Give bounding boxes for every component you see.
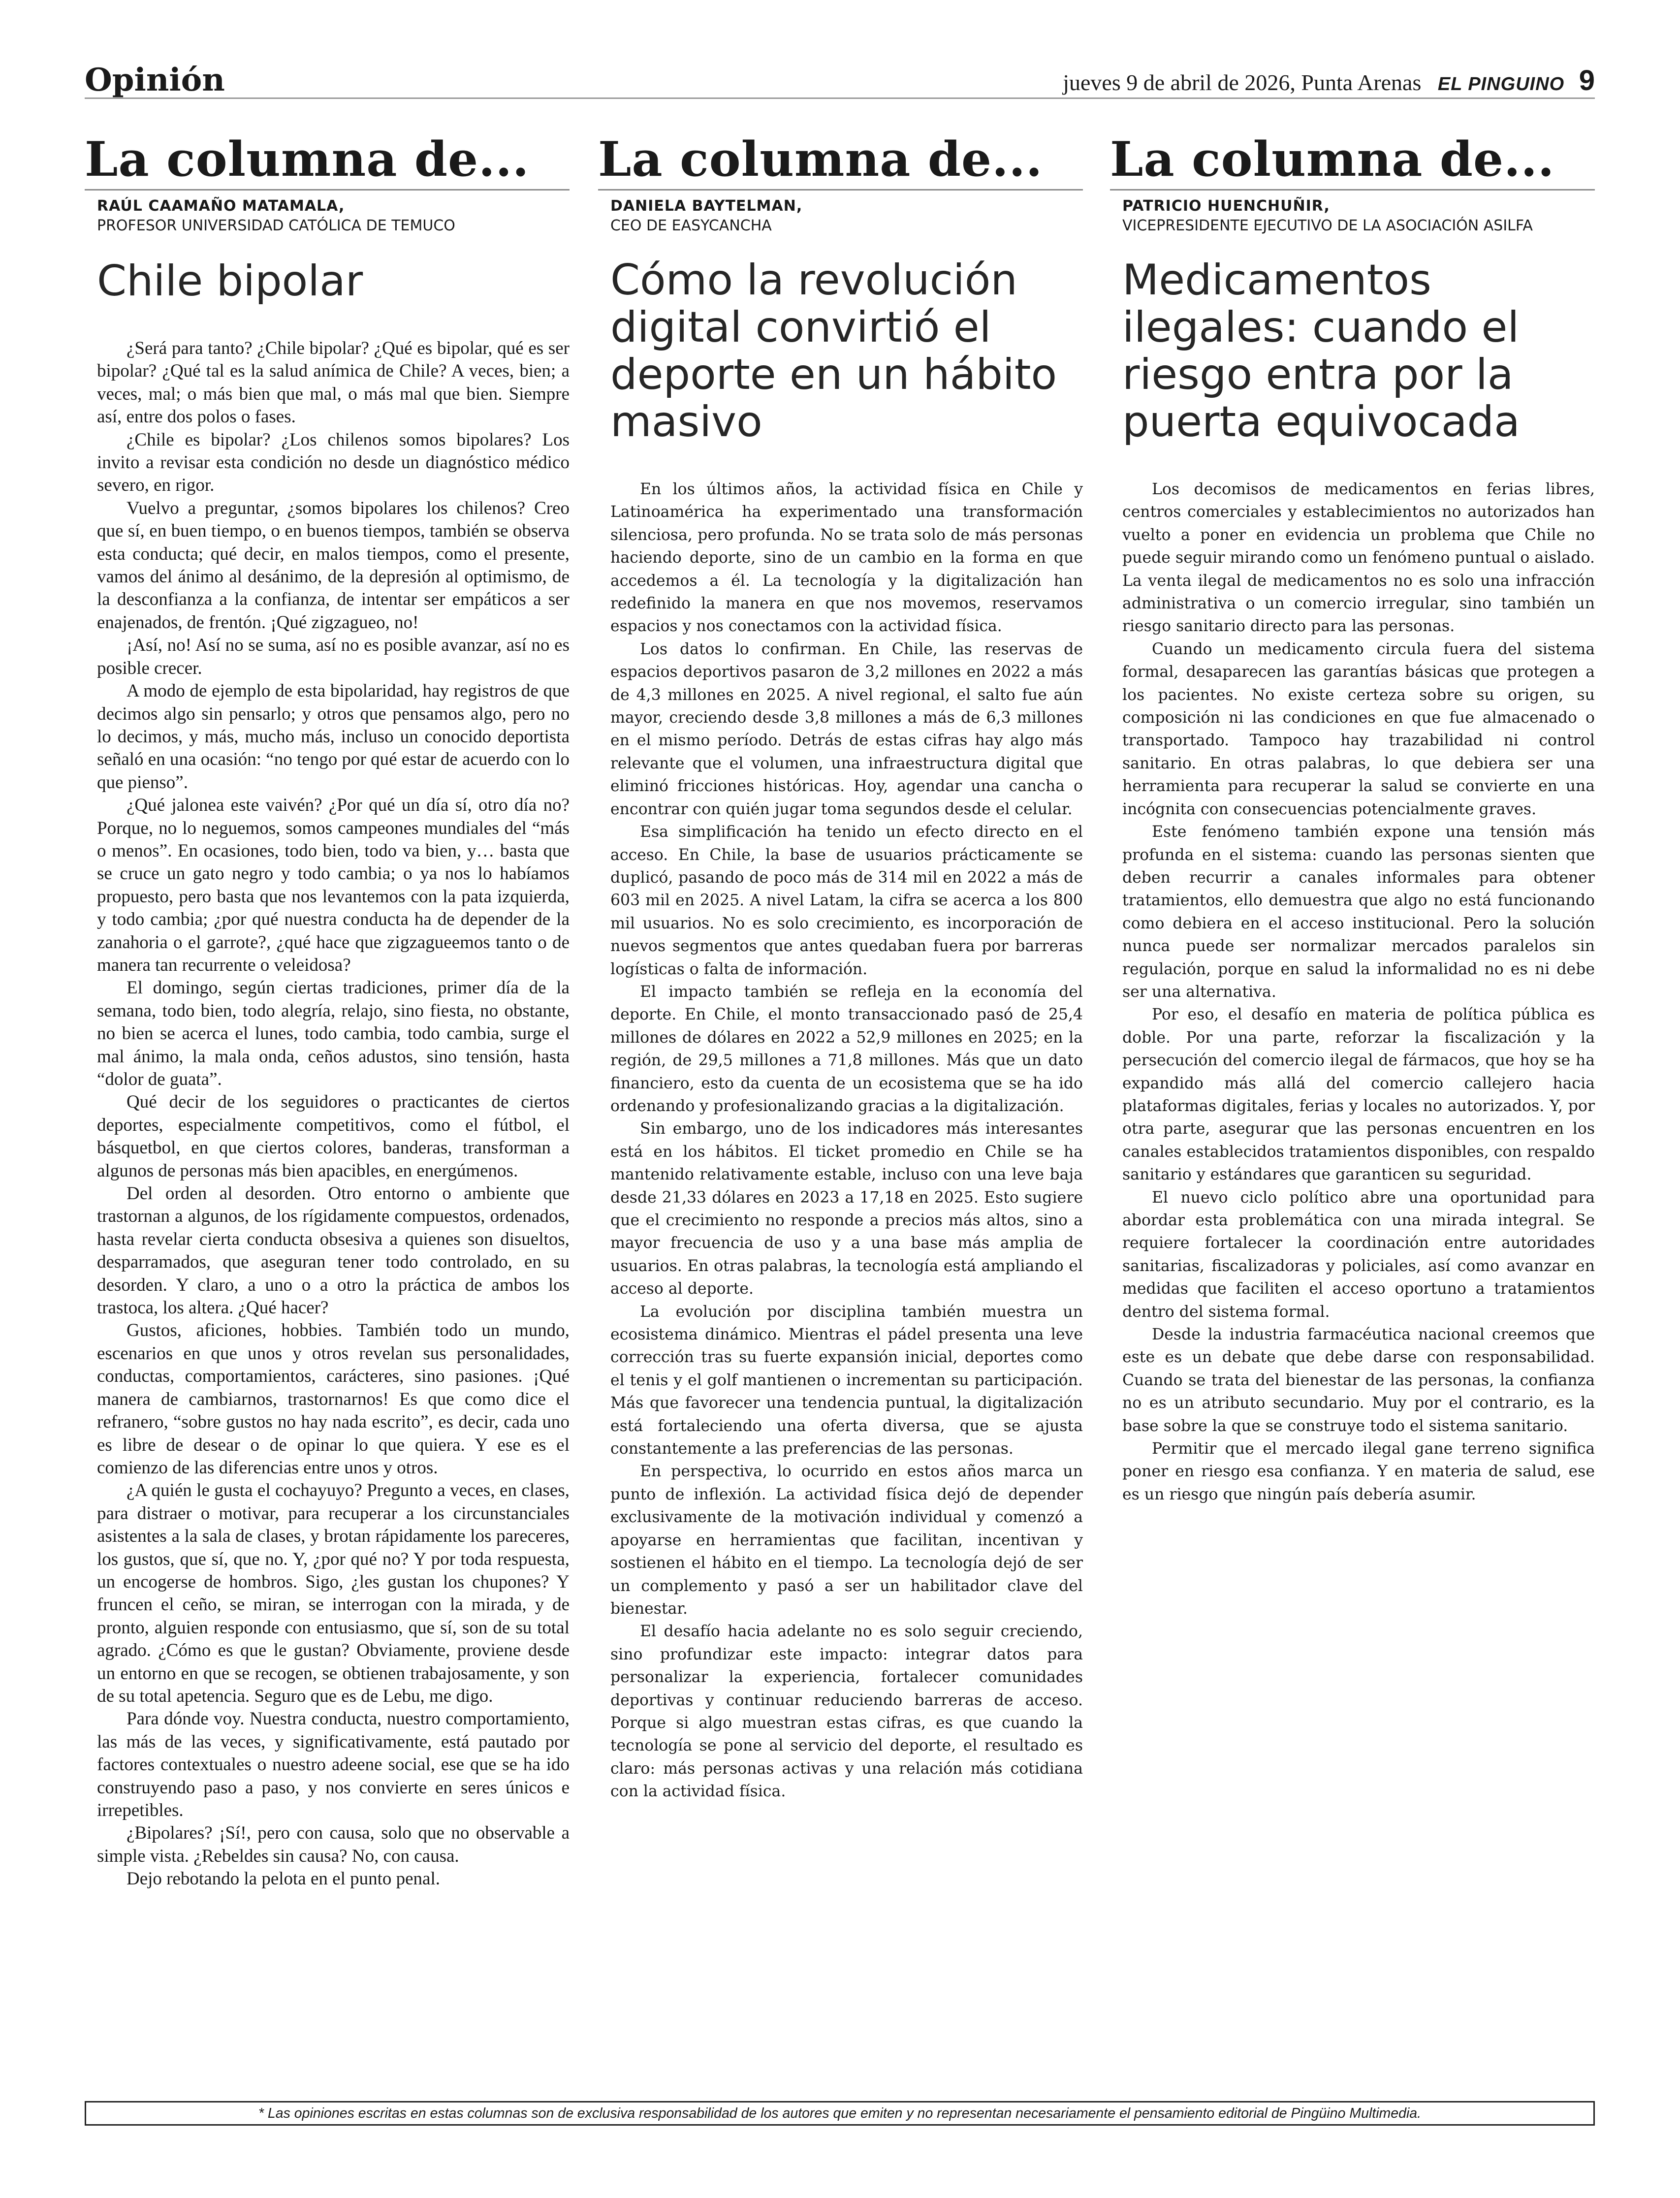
paragraph: ¿Será para tanto? ¿Chile bipolar? ¿Qué es bipolar, qué es ser bipolar? ¿Qué tal es la salud anímica de Chile? A veces, bien; a veces, mal; o más bien que mal, o más mal que bien. Siempre así, entre dos polos o fases. — [97, 338, 570, 427]
column-huenchunir — [1110, 132, 1595, 1506]
paragraph: El nuevo ciclo político abre una oportunidad para abordar esta problemática con una mirada integral. Se requiere fortalecer la coordinación entre autoridades sanitarias, fiscalizadoras y policiales, así como avanzar en medidas que faciliten el acceso oportuno a tratamientos dentro del sistema formal. — [1122, 1188, 1595, 1321]
paragraph: El domingo, según ciertas tradiciones, primer día de la semana, todo bien, todo alegría, relajo, sino fiesta, no obstante, no bien se acerca el lunes, todo cambia, todo cambia, surge el mal ánimo, la mala onda, ceños adustos, sino tensión, hasta “dolor de guata”. — [97, 978, 570, 1089]
paragraph: Los decomisos de medicamentos en ferias libres, centros comerciales y establecimientos no autorizados han vuelto a poner en evidencia un problema que Chile no puede seguir mirando como un fenómeno puntual o aislado. La venta ilegal de medicamentos no es solo una infracción administrativa o un comercio irregular, sino también un riesgo sanitario directo para las personas. — [1122, 480, 1595, 636]
paragraph: Para dónde voy. Nuestra conducta, nuestro comportamiento, las más de las veces, y significativamente, está pautado por factores contextuales o nuestro adeene social, ese que se ha ido construyendo paso a paso, y nos convierte en seres únicos e irrepetibles. — [97, 1709, 570, 1820]
paragraph: Esa simplificación ha tenido un efecto directo en el acceso. En Chile, la base de usuarios prácticamente se duplicó, pasando de poco más de 314 mil en 2022 a más de 603 mil en 2025. A nivel Latam, la cifra se acerca a los 800 mil usuarios. No es solo crecimiento, es incorporación de nuevos segmentos que antes quedaban fuera por barreras logísticas o falta de información. — [610, 823, 1083, 978]
article-title: Medicamentos ilegales: cuando el riesgo entra por la puerta equivocada — [1122, 255, 1520, 446]
article-body — [97, 337, 570, 1891]
paragraph: Cuando un medicamento circula fuera del sistema formal, desaparecen las garantías básicas que protegen a los pacientes. No existe certeza sobre su origen, su composición ni las condiciones en que fue almacenado o transportado. Tampoco hay trazabilidad ni control sanitario. En otras palabras, lo que debiera ser una herramienta para recuperar la salud se convierte en una incógnita con consecuencias potencialmente graves. — [1122, 640, 1595, 818]
column-kicker: La columna de... — [85, 132, 570, 191]
paragraph: Qué decir de los seguidores o practicantes de ciertos deportes, especialmente competitivos, como el fútbol, el básquetbol, en que ciertos colores, banderas, transforman a algunos de personas más bien apacibles, en energúmenos. — [97, 1092, 570, 1181]
paragraph: ¿Qué jalonea este vaivén? ¿Por qué un día sí, otro día no? Porque, no lo neguemos, somos campeones mundiales del “más o menos”. En ocasiones, todo bien, todo va bien, y… basta que se cruce un gato negro y todo cambia; o ya nos lo habíamos propuesto, pero basta que nos levantemos con la pata izquierda, y todo cambia; ¿por qué nuestra conducta ha de depender de la zanahoria o el garrote?, ¿qué hace que zigzagueemos tanto o de manera tan recurrente o veleidosa? — [97, 795, 570, 975]
paragraph: Por eso, el desafío en materia de política pública es doble. Por una parte, reforzar la fiscalización y la persecución del comercio ilegal de fármacos, que hoy se ha expandido más allá del comercio callejero hacia plataformas digitales, ferias y locales no autorizados. Y, por otra parte, asegurar que las personas encuentren en los canales establecidos tratamientos disponibles, con respaldo sanitario y estándares que garanticen su seguridad. — [1122, 1006, 1595, 1184]
paragraph: Sin embargo, uno de los indicadores más interesantes está en los hábitos. El ticket promedio en Chile se ha mantenido relativamente estable, incluso con una leve baja desde 21,33 dólares en 2023 a 17,18 en 2025. Esto sugiere que el crecimiento no responde a precios más altos, sino a mayor frecuencia de uso y a una base más amplia de usuarios. En otras palabras, la tecnología está ampliando el acceso al deporte. — [610, 1120, 1083, 1298]
paragraph: El desafío hacia adelante no es solo seguir creciendo, sino profundizar este impacto: integrar datos para personalizar la experiencia, fortalecer comunidades deportivas y continuar reduciendo barreras de acceso. Porque si algo muestran estas cifras, es que cuando la tecnología se pone al servicio del deporte, el resultado es claro: más personas activas y una relación más cotidiana con la actividad física. — [610, 1623, 1083, 1801]
paragraph: Dejo rebotando la pelota en el punto penal. — [127, 1869, 441, 1889]
column-baytelman — [598, 132, 1083, 1803]
paragraph: A modo de ejemplo de esta bipolaridad, hay registros de que decimos algo sin pensarlo; y otros que pensamos algo, pero no lo decimos, y más, mucho más, incluso un conocido deportista señaló en una ocasión: “no tengo por qué estar de acuerdo con lo que pienso”. — [97, 681, 570, 793]
paragraph: Este fenómeno también expone una tensión más profunda en el sistema: cuando las personas sienten que deben recurrir a canales informales para obtener tratamientos, ello demuestra que algo no está funcionando como debiera en el acceso institucional. Pero la solución nunca puede ser normalizar mercados paralelos sin regulación, porque en salud la informalidad no es ni debe ser una alternativa. — [1122, 823, 1595, 1001]
author-name: RAÚL CAAMAÑO MATAMALA, — [97, 197, 345, 215]
dateline — [1063, 64, 1595, 98]
paragraph: Vuelvo a preguntar, ¿somos bipolares los chilenos? Creo que sí, en buen tiempo, o en buenos tiempos, también se observa esta conducta; qué decir, en malos tiempos, como el presente, vamos del ánimo al desánimo, de la depresión al optimismo, de la desconfianza a la confianza, de intentar ser empáticos a ser enajenados, de frentón. ¡Qué zigzagueo, no! — [97, 498, 570, 633]
paragraph: La evolución por disciplina también muestra un ecosistema dinámico. Mientras el pádel presenta una leve corrección tras su fuerte expansión inicial, deportes como el tenis y el golf mantienen o incrementan su participación. Más que favorecer una tendencia puntual, la digitalización está fortaleciendo una oferta diversa, que se ajusta constantemente a las preferencias de las personas. — [610, 1303, 1083, 1458]
author-role: VICEPRESIDENTE EJECUTIVO DE LA ASOCIACIÓN ASILFA — [1122, 217, 1533, 234]
column-caamano — [85, 132, 570, 1891]
paragraph: Los datos lo confirman. En Chile, las reservas de espacios deportivos pasaron de 3,2 millones en 2022 a más de 4,3 millones en 2025. A nivel regional, el salto fue aún mayor, creciendo desde 3,8 millones a más de 6,3 millones en el mismo período. Detrás de estas cifras hay algo más relevante que el volumen, una infraestructura digital que eliminó fricciones históricas. Hoy, agendar una cancha o encontrar con quién jugar toma segundos desde el celular. — [610, 640, 1083, 818]
section-title: Opinión — [85, 62, 225, 98]
author-role: PROFESOR UNIVERSIDAD CATÓLICA DE TEMUCO — [97, 217, 455, 234]
paragraph: En los últimos años, la actividad física en Chile y Latinoamérica ha experimentado una transformación silenciosa, pero profunda. No se trata solo de más personas haciendo deporte, sino de un cambio en la forma en que accedemos a él. La tecnología y la digitalización han redefinido la manera en que nos movemos, reservamos espacios y nos conectamos con la actividad física. — [610, 480, 1083, 636]
page-header — [85, 63, 1595, 99]
paragraph: Del orden al desorden. Otro entorno o ambiente que trastornan a algunos, de los rígidamente compuestos, ordenados, hasta revelar cierta conducta obsesiva a quienes son disueltos, desparramados, que aseguran tener todo controlado, en su desorden. Y claro, a uno o a otro la práctica de ambos los trastoca, los altera. ¿Qué hacer? — [97, 1183, 570, 1318]
paragraph: Desde la industria farmacéutica nacional creemos que este es un debate que debe darse con responsabilidad. Cuando se trata del bienestar de las personas, la confianza no es un atributo secundario. Muy por el contrario, es la base sobre la que se construye todo el sistema sanitario. — [1122, 1326, 1595, 1435]
paragraph: ¿Chile es bipolar? ¿Los chilenos somos bipolares? Los invito a revisar esta condición no desde un diagnóstico médico severo, en rigor. — [97, 429, 570, 496]
paragraph: ¿Bipolares? ¡Sí!, pero con causa, solo que no observable a simple vista. ¿Rebeldes sin causa? No, con causa. — [97, 1823, 570, 1866]
author-name: DANIELA BAYTELMAN, — [610, 197, 803, 215]
paragraph: Permitir que el mercado ilegal gane terreno significa poner en riesgo esa confianza. Y en materia de salud, ese es un riesgo que ningún país debería asumir. — [1122, 1440, 1595, 1503]
article-body — [1122, 478, 1595, 1506]
author-role: CEO DE EASYCANCHA — [610, 217, 772, 234]
article-title: Chile bipolar — [97, 256, 363, 306]
paragraph: En perspectiva, lo ocurrido en estos años marca un punto de inflexión. La actividad física dejó de depender exclusivamente de la motivación individual y comenzó a apoyarse en herramientas que facilitan, incentivan y sostienen el hábito en el tiempo. La tecnología dejó de ser un complemento y pasó a ser un habilitador clave del bienestar. — [610, 1463, 1083, 1618]
article-body — [610, 478, 1083, 1803]
newspaper-logo: EL PINGUINO — [1437, 74, 1565, 95]
author-name: PATRICIO HUENCHUÑIR, — [1122, 197, 1330, 215]
article-title: Cómo la revolución digital convirtió el deporte en un hábito masivo — [610, 255, 1057, 446]
paragraph: ¡Así, no! Así no se suma, así no es posible avanzar, así no es posible crecer. — [97, 635, 570, 678]
page-number: 9 — [1579, 64, 1595, 96]
paragraph: ¿A quién le gusta el cochayuyo? Pregunto a veces, en clases, para distraer o motivar, para recuperar a los circunstanciales asistentes a la sala de clases, y brotan rápidamente los pareceres, los gustos, que sí, que no. Y, ¿por qué no? Y por toda respuesta, un encogerse de hombros. Sigo, ¿les gustan los chupones? Y fruncen el ceño, se miran, se interrogan con la mirada, y de pronto, alguien responde con entusiasmo, que sí, son de su total agrado. ¿Cómo es que le gustan? Obviamente, proviene desde un entorno en que se recogen, se obtienen trabajosamente, y son de su total apetencia. Seguro que es de Lebu, me digo. — [97, 1480, 570, 1706]
column-kicker: La columna de... — [598, 132, 1083, 191]
column-kicker: La columna de... — [1110, 132, 1595, 191]
issue-date: jueves 9 de abril de 2026, Punta Arenas — [1063, 70, 1422, 95]
paragraph: Gustos, aficiones, hobbies. También todo un mundo, escenarios en que unos y otros revelan sus personalidades, conductas, comportamientos, carácteres, sino pasiones. ¡Qué manera de cambiarnos, trastornarnos! Es que como dice el refranero, “sobre gustos no hay nada escrito”, es decir, cada uno es libre de desear o de opinar lo que quiera. Y ese es el comienzo de las diferencias entre unos y otros. — [97, 1320, 570, 1478]
paragraph: El impacto también se refleja en la economía del deporte. En Chile, el monto transaccionado pasó de 25,4 millones de dólares en 2022 a 52,9 millones en 2025; en la región, de 29,5 millones a 71,8 millones. Más que un dato financiero, esto da cuenta de un ecosistema que se ha ido ordenando y profesionalizando gracias a la digitalización. — [610, 983, 1083, 1115]
disclaimer-box: * Las opiniones escritas en estas columnas son de exclusiva responsabilidad de los autores que emiten y no representan necesariamente el pensamiento editorial de Pingüino Multimedia. — [85, 2101, 1595, 2126]
